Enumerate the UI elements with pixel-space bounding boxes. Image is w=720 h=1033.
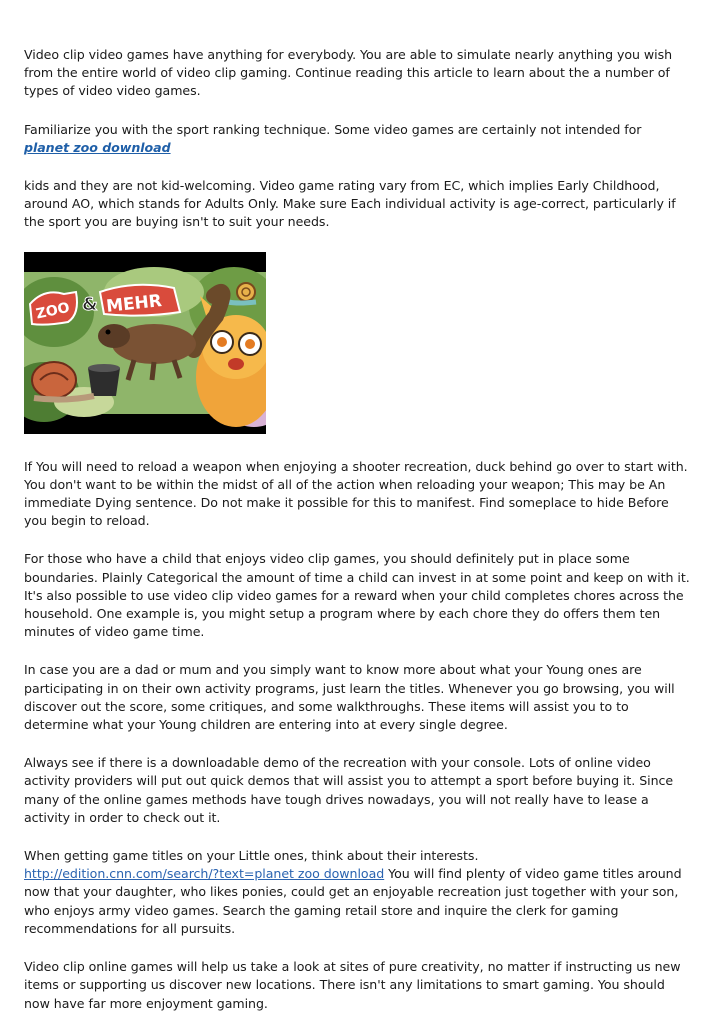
paragraph-demo: Always see if there is a downloadable demo of the recreation with your console. Lots of online video activity providers will put out quick demos that will assist you to attempt a sport before buying it. Since many of the online games methods have tough drives nowadays, you will not really have to lease a activity in order to check out it. <box>24 755 674 825</box>
paragraph-reload: If You will need to reload a weapon when enjoying a shooter recreation, duck behind go over to start with. You don't want to be within the midst of all of the action when reloading your weapon; This may be An immediate Dying sentence. Do not make it possible for this to manifest. Find someplace to hide Before you begin to reload. <box>24 458 688 529</box>
cnn-search-link[interactable]: http://edition.cnn.com/search/?text=planet zoo download <box>24 866 385 882</box>
paragraph-boundaries: For those who have a child that enjoys video clip games, you should definitely put in place some boundaries. Plainly Categorical the amount of time a child can invest in at some point and keep on with it. It's also possible to use video clip video games for a reward when your child completes chores across the household. One example is, you might setup a program where by each chore they do offers them ten minutes of video game time. <box>24 551 690 640</box>
paragraph-interests <box>24 847 690 938</box>
paragraph-rating-text: Familiarize you with the sport ranking technique. Some video games are certainly not intended for <box>24 121 642 137</box>
paragraph-interests-lead: When getting game titles on your Little ones, think about their interests. <box>24 848 479 864</box>
paragraph-titles: In case you are a dad or mum and you simply want to know more about what your Young ones are participating in on their own activity programs, just learn the titles. Whenever you go browsing, you will discover out the score, some critiques, and some walkthroughs. These items will assist you to to determine what your Young children are entering into at every single degree. <box>24 662 675 733</box>
paragraph-creativity: Video clip online games will help us take a look at sites of pure creativity, no matter if instructing us new items or supporting us discover new locations. There isn't any limitations to smart gaming. You should now have far more enjoyment gaming. <box>24 959 681 1011</box>
paragraph-rating: kids and they are not kid-welcoming. Video game rating vary from EC, which implies Early Childhood, around AO, which stands for Adults Only. Make sure Each individual activity is age-correct, particularly if the sport you are buying isn't to suit your needs. <box>24 178 676 230</box>
planet-zoo-download-link[interactable]: planet zoo download <box>24 139 171 155</box>
logo-amp-text: & <box>82 293 98 315</box>
paragraph-rating-intro <box>24 121 690 157</box>
zoo-mehr-illustration <box>24 252 266 434</box>
logo-zoo-text: ZOO <box>34 299 72 323</box>
logo-mehr-text: MEHR <box>105 290 163 317</box>
paragraph-interests-rest: You will find plenty of video game titles around now that your daughter, who likes ponies, could get an enjoyable recreation just together with your son, who enjoys army video games. Search the gaming retail store and inquire the clerk for gaming recommendations for all pursuits. <box>24 866 682 936</box>
article-image <box>24 252 266 434</box>
paragraph-intro: Video clip video games have anything for everybody. You are able to simulate nearly anything you wish from the entire world of video clip gaming. Continue reading this article to learn about the a number of types of video video games. <box>24 47 673 99</box>
article-body <box>24 46 690 1033</box>
